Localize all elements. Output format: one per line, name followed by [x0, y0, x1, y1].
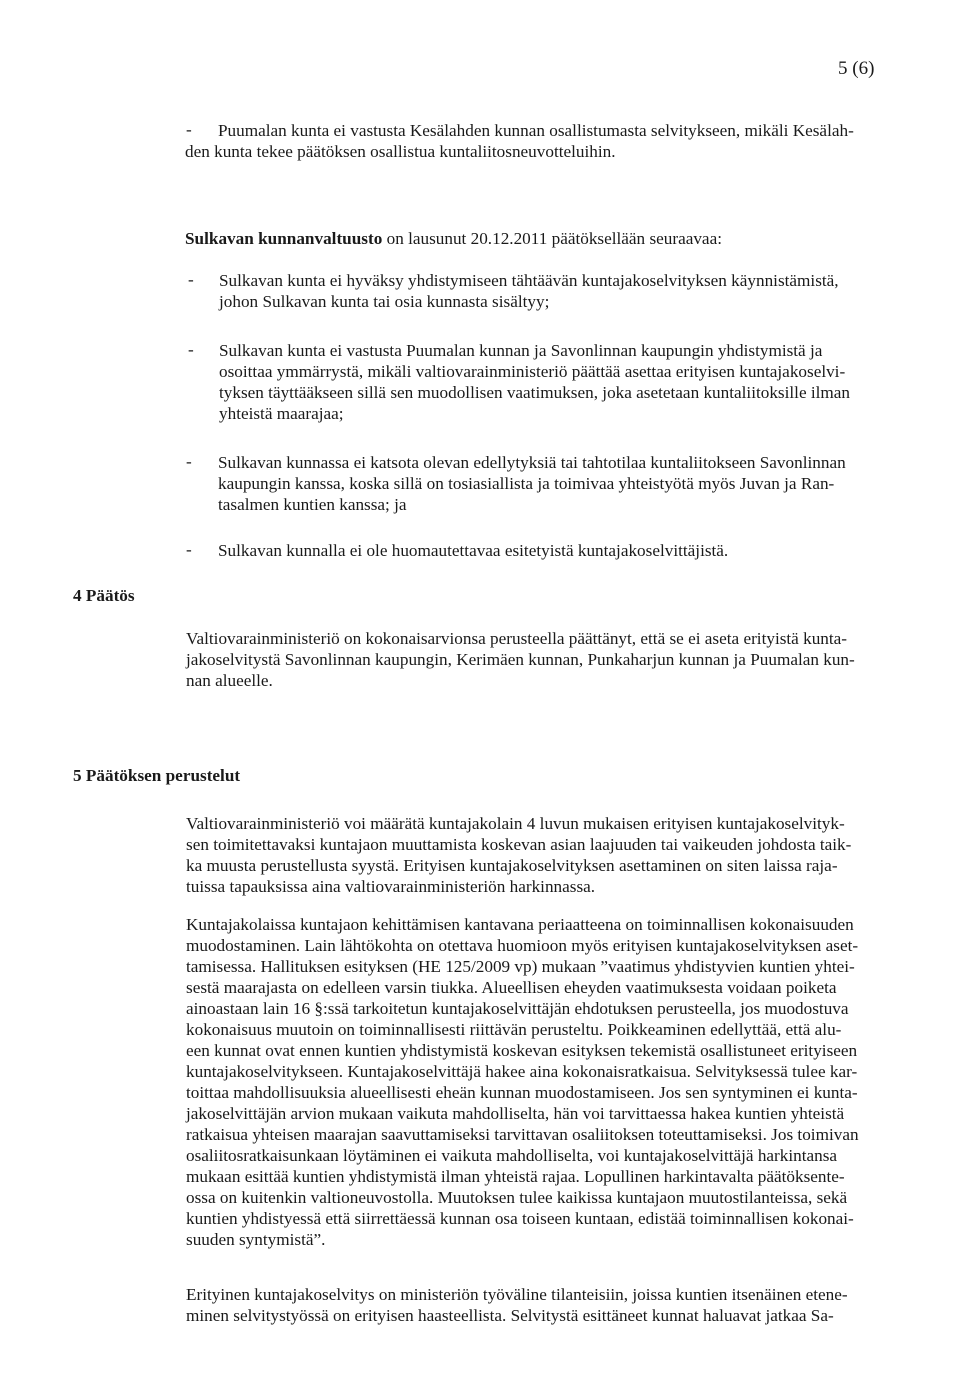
- text-line: tuissa tapauksissa aina valtiovarainministeriön harkinnassa.: [186, 877, 596, 896]
- text-line: jakoselvitystä Savonlinnan kaupungin, Kerimäen kunnan, Punkaharjun kunnan ja Puumalan kun-: [186, 650, 855, 669]
- text-line: ka muusta perustellusta syystä. Erityisen kuntajakoselvityksen asettaminen on siten laissa raja-: [186, 856, 838, 875]
- text-line: yhteistä maarajaa;: [219, 404, 344, 423]
- section-4-heading: 4 Päätös: [73, 586, 135, 605]
- text-line: ainoastaan lain 16 §:ssä tarkoitetun kuntajakoselvittäjän ehdotuksen perusteella, jos muodostuva: [186, 999, 849, 1018]
- text-line: Sulkavan kunnassa ei katsota olevan edellytyksiä tai tahtotilaa kuntaliitokseen Savonlinnan: [218, 453, 846, 472]
- text-line: osaliitosratkaisunkaan löytäminen ei vaikuta mahdolliselta, voi kuntajakoselvittäjä harkintansa: [186, 1146, 838, 1165]
- text-line: minen selvitystyössä on erityisen haasteellista. Selvitystä esittäneet kunnat haluavat jatkaa Sa-: [186, 1306, 834, 1325]
- bullet-dash: -: [186, 452, 192, 471]
- bullet-dash: -: [186, 120, 192, 139]
- section-5-paragraph-1: [186, 813, 851, 897]
- text-line: kuntajakoselvitykseen. Kuntajakoselvittäjä hakee aina kokonaisratkaisua. Selvityksessä tulee kar-: [186, 1062, 858, 1081]
- section-5-heading: 5 Päätöksen perustelut: [73, 766, 241, 785]
- text-line: muodostaminen. Lain lähtökohta on otettava huomioon myös erityisen kuntajakoselvityksen aset-: [186, 936, 859, 955]
- sulkava-council-name: Sulkavan kunnanvaltuusto: [185, 229, 383, 248]
- intro-bullet: [185, 120, 854, 162]
- text-line: den kunta tekee päätöksen osallistua kuntaliitosneuvotteluihin.: [185, 142, 616, 161]
- text-line: Sulkavan kunnalla ei ole huomautettavaa esitetyistä kuntajakoselvittäjistä.: [218, 541, 729, 560]
- bullet-dash: -: [188, 270, 194, 289]
- text-line: Valtiovarainministeriö on kokonaisarvionsa perusteella päättänyt, että se ei aseta erityistä kunta-: [186, 629, 848, 648]
- text-line: kaupungin kanssa, koska sillä on tosiasiallista ja toimivaa yhteistyötä myös Juvan ja Ran-: [218, 474, 835, 493]
- text-line: kuntien yhdistyessä että siirrettäessä kunnan osa toiseen kuntaan, edistää toiminnallisen kokonai-: [186, 1209, 854, 1228]
- text-line: jakoselvittäjän arvion mukaan vaikuta mahdolliselta, hän voi tarvittaessa hakea kuntien yhteistä: [186, 1104, 845, 1123]
- text-line: suuden syntymistä”.: [186, 1230, 326, 1249]
- text-line: Sulkavan kunta ei vastusta Puumalan kunnan ja Savonlinnan kaupungin yhdistymistä ja: [219, 341, 823, 360]
- section-5-paragraph-3: [186, 1284, 848, 1326]
- bullet-dash: -: [186, 540, 192, 559]
- sulkava-bullet-2: [219, 340, 850, 424]
- text-line: mukaan esittää kuntien yhdistymistä ilman yhteistä rajaa. Lopullinen harkintavalta päätöksente-: [186, 1167, 845, 1186]
- text-line: Puumalan kunta ei vastusta Kesälahden kunnan osallistumasta selvitykseen, mikäli Kesälah-: [218, 121, 854, 140]
- text-line: tasalmen kuntien kanssa; ja: [218, 495, 407, 514]
- sulkava-bullet-3: [218, 452, 846, 515]
- text-line: Valtiovarainministeriö voi määrätä kuntajakolain 4 luvun mukaisen erityisen kuntajakoselvityk-: [186, 814, 845, 833]
- section-4-text: [186, 628, 855, 691]
- text-line: sestä maarajasta on edelleen varsin tiukka. Alueellisen eheyden vaatimuksesta voidaan poiketa: [186, 978, 837, 997]
- text-line: nan alueelle.: [186, 671, 273, 690]
- sulkava-bullet-4: [218, 540, 728, 561]
- text-line: ratkaisua yhteisen maarajan saavuttamiseksi tarvittavan osaliitoksen toteuttamiseksi. Jos toimivan: [186, 1125, 859, 1144]
- bullet-dash: -: [188, 340, 194, 359]
- sulkava-statement: [185, 228, 722, 249]
- text-line: osoittaa ymmärrystä, mikäli valtiovarainministeriö päättää asettaa erityisen kuntajakoselvi-: [219, 362, 846, 381]
- page-number: 5 (6): [838, 58, 875, 79]
- statement-text: on lausunut 20.12.2011 päätöksellään seuraavaa:: [382, 229, 722, 248]
- section-5-paragraph-2: [186, 914, 859, 1250]
- text-line: Sulkavan kunta ei hyväksy yhdistymiseen tähtäävän kuntajakoselvityksen käynnistämistä,: [219, 271, 839, 290]
- text-line: sen toimitettavaksi kuntajaon muuttamista koskevan asian laajuuden tai vaikeuden johdosta taik-: [186, 835, 852, 854]
- text-line: toittaa mahdollisuuksia alueellisesti eheän kunnan muodostamiseen. Jos sen syntyminen ei kunta-: [186, 1083, 858, 1102]
- sulkava-bullet-1: [219, 270, 839, 312]
- text-line: johon Sulkavan kunta tai osia kunnasta sisältyy;: [219, 292, 550, 311]
- text-line: ossa on kuitenkin valtioneuvostolla. Muutoksen tulee kaikissa kuntajaon muutostilanteissa, sekä: [186, 1188, 848, 1207]
- text-line: tyksen täyttääkseen sillä sen muodollisen vaatimuksen, joka asetetaan kuntaliitoksille ilman: [219, 383, 851, 402]
- text-line: Kuntajakolaissa kuntajaon kehittämisen kantavana periaatteena on toiminnallisen kokonaisuuden: [186, 915, 854, 934]
- text-line: een kunnat ovat ennen kuntien yhdistymistä koskevan esityksen tekemistä osallistuneet erityiseen: [186, 1041, 858, 1060]
- text-line: tamisessa. Hallituksen esityksen (HE 125/2009 vp) mukaan ”vaatimus yhdistyvien kuntien yhtei-: [186, 957, 855, 976]
- text-line: Erityinen kuntajakoselvitys on ministeriön työväline tilanteisiin, joissa kuntien itsenäinen etene-: [186, 1285, 848, 1304]
- text-line: kokonaisuus muutoin on toiminnallisesti riittävän perusteltu. Poikkeaminen edellyttää, että alu-: [186, 1020, 842, 1039]
